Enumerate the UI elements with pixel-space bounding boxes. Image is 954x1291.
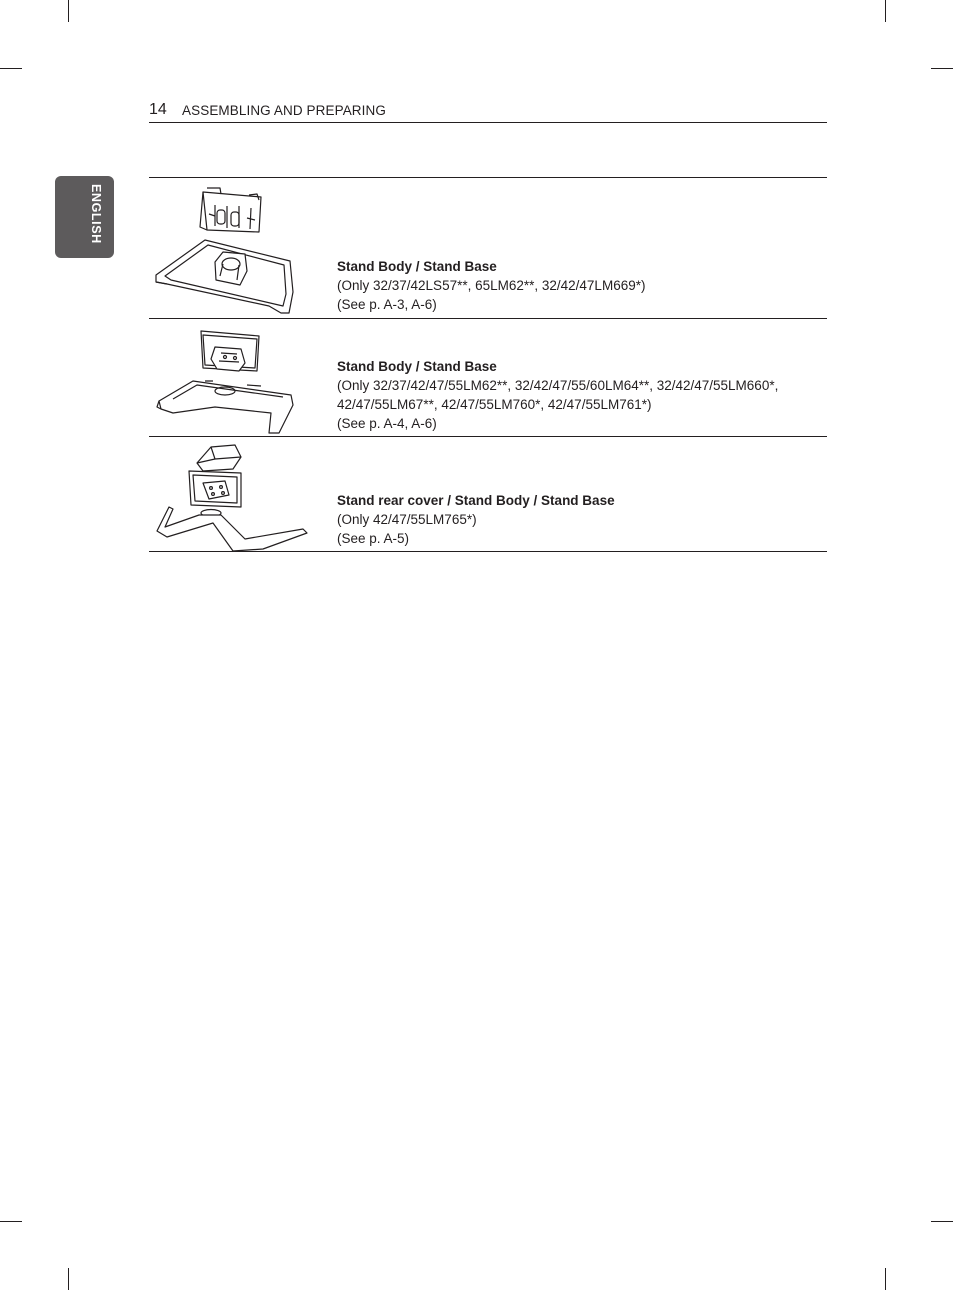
- part-reference: (See p. A-3, A-6): [337, 297, 437, 312]
- part-name: Stand Body / Stand Base: [337, 359, 497, 374]
- parts-row: [149, 318, 827, 436]
- crop-mark: [0, 68, 22, 69]
- part-name: Stand Body / Stand Base: [337, 259, 497, 274]
- part-name: Stand rear cover / Stand Body / Stand Base: [337, 493, 615, 508]
- part-models: 42/47/55LM67**, 42/47/55LM760*, 42/47/55LM761*): [337, 397, 652, 412]
- language-tab-label: ENGLISH: [89, 184, 103, 244]
- part-models: (Only 42/47/55LM765*): [337, 512, 477, 527]
- stand-cover-legs-icon: [153, 441, 313, 558]
- parts-table: [149, 177, 827, 552]
- page-header: [149, 100, 827, 123]
- parts-row: [149, 177, 827, 318]
- language-tab: [55, 176, 114, 258]
- crop-mark: [68, 0, 69, 22]
- crop-mark: [0, 1221, 22, 1222]
- crop-mark: [885, 1268, 886, 1290]
- part-models: (Only 32/37/42/47/55LM62**, 32/42/47/55/60LM64**, 32/42/47/55LM660*,: [337, 378, 779, 393]
- part-description: [337, 357, 778, 433]
- stand-curved-base-icon: [153, 323, 303, 440]
- part-reference: (See p. A-5): [337, 531, 410, 546]
- crop-mark: [931, 68, 953, 69]
- part-models: (Only 32/37/42LS57**, 65LM62**, 32/42/47LM669*): [337, 278, 646, 293]
- crop-mark: [885, 0, 886, 22]
- stand-flat-base-icon: [153, 182, 303, 319]
- page-number: 14: [149, 101, 167, 118]
- part-reference: (See p. A-4, A-6): [337, 416, 437, 431]
- crop-mark: [68, 1268, 69, 1290]
- part-description: [337, 491, 615, 548]
- part-description: [337, 257, 645, 314]
- section-title: ASSEMBLING AND PREPARING: [182, 103, 386, 118]
- parts-row: [149, 436, 827, 552]
- crop-mark: [931, 1221, 953, 1222]
